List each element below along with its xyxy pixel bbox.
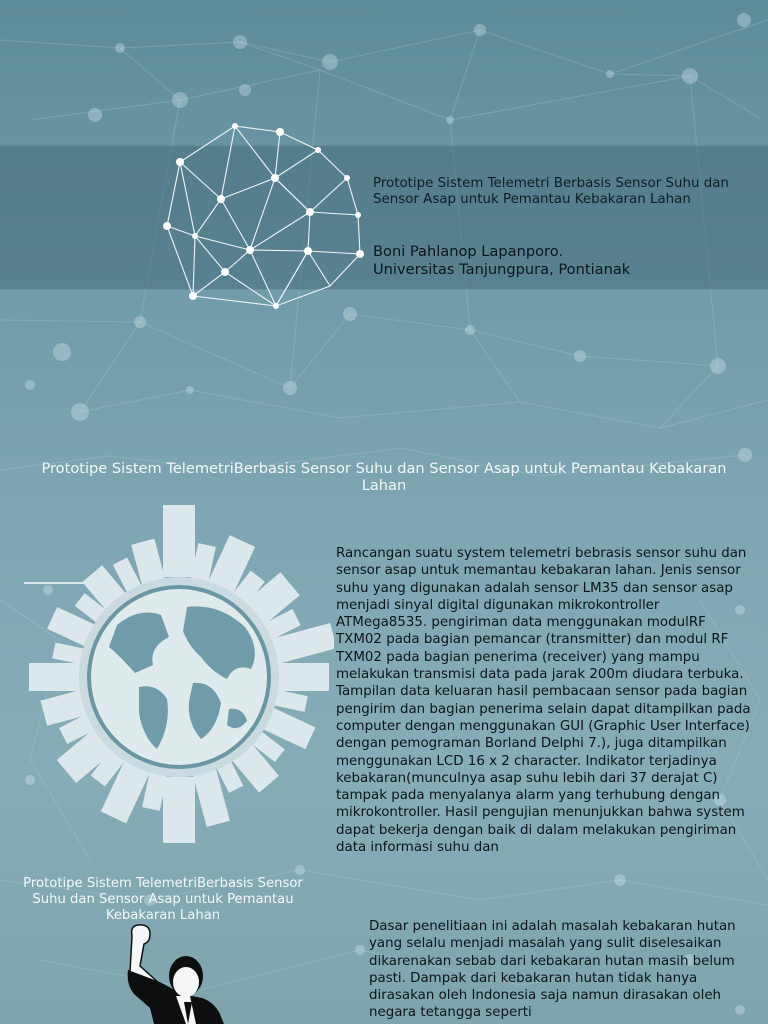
header-author (373, 243, 753, 279)
intro-text: Dasar penelitiaan ini adalah masalah kebakaran hutan yang selalu menjadi masalah yang sulit diselesaikan dikarenakan sebab dari kebakaran hutan masih belum pasti. Dampak dari kebakaran hutan tidak hanya dirasakan oleh Indonesia saja namun dirasakan oleh negara tetangga seperti (369, 919, 736, 1021)
header-title: Prototipe Sistem Telemetri Berbasis Sensor Suhu dan Sensor Asap untuk Pemantau Kebakaran Lahan (373, 176, 729, 207)
raised-fist-person-icon (120, 922, 230, 1024)
author-affiliation: Universitas Tanjungpura, Pontianak (373, 261, 631, 278)
polygon-network-icon (150, 115, 380, 315)
author-name: Boni Pahlanop Lapanporo. (373, 243, 564, 260)
city-globe-icon (24, 503, 334, 843)
second-section-title: Prototipe Sistem TelemetriBerbasis Sensor Suhu dan Sensor Asap untuk Pemantau Kebakaran Lahan (23, 876, 303, 923)
abstract-text: Rancangan suatu system telemetri bebrasis sensor suhu dan sensor asap untuk memantau kebakaran lahan. Jenis sensor suhu yang digunakan adalah sensor LM35 dan sensor asap menjadi sinyal digital digunakan mikrokontroller ATMega8535. pengiriman data menggunakan modulRF TXM02 pada bagian pemancar (transmitter) dan modul RF TXM02 pada bagian penerima (receiver) yang mampu melakukan transmisi data pada jarak 200m diudara terbuka. Tampilan data keluaran hasil pembacaan sensor pada bagian pengirim dan bagian penerima selain dapat ditampilkan pada computer dengan menggunakan GUI (Graphic User Interface) dengan pemograman Borland Delphi 7.), juga ditampilkan menggunakan LCD 16 x 2 character. Indikator terjadinya kebakaran(munculnya asap suhu lebih dari 37 derajat C) tampak pada menyalanya alarm yang terhubung dengan mikrokontroller. Hasil pengujian menunjukkan bahwa system dapat bekerja dengan baik di dalam melakukan pengiriman data informasi suhu dan (336, 546, 751, 856)
section-title: Prototipe Sistem TelemetriBerbasis Sensor Suhu dan Sensor Asap untuk Pemantau Kebakaran Lahan (41, 460, 727, 494)
